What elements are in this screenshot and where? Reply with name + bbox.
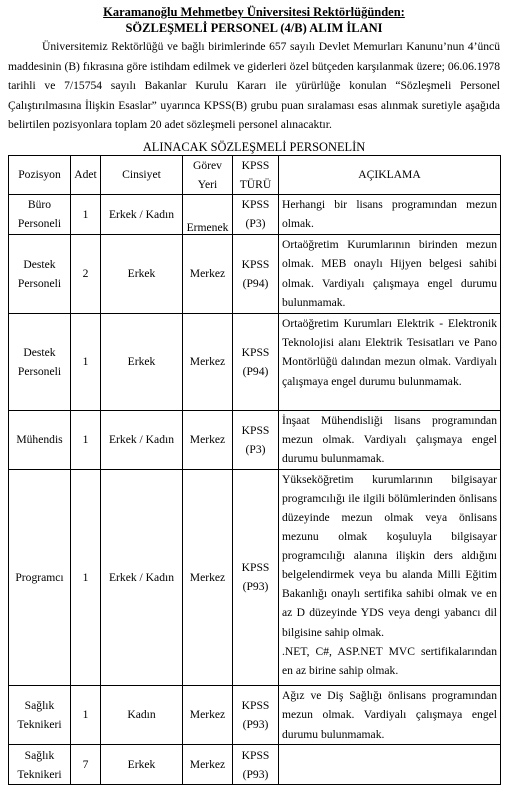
cell-gorev-yeri: Merkez bbox=[183, 410, 233, 469]
kpss-line2: (P94) bbox=[242, 276, 269, 290]
header-cinsiyet: Cinsiyet bbox=[101, 155, 183, 194]
cell-aciklama bbox=[279, 469, 501, 685]
cell-kpss bbox=[233, 234, 279, 313]
cell-kpss bbox=[233, 313, 279, 410]
cell-kpss bbox=[233, 410, 279, 469]
announcement-title: SÖZLEŞMELİ PERSONEL (4/B) ALIM İLANI bbox=[125, 21, 383, 35]
cell-kpss bbox=[233, 469, 279, 685]
kpss-line2: (P3) bbox=[245, 442, 266, 456]
cell-cinsiyet: Kadın bbox=[101, 685, 183, 744]
cell-pozisyon bbox=[9, 194, 71, 234]
cell-cinsiyet: Erkek / Kadın bbox=[101, 194, 183, 234]
cell-aciklama: Ortaöğretim Kurumlarının birinden mezun olmak. MEB onaylı Hijyen belgesi sahibi olmak. Vardiyalı çalışmaya engel durumu bulunmamak. bbox=[279, 234, 501, 313]
pozisyon-line2: Teknikeri bbox=[17, 767, 62, 781]
header-kpss-line2: TÜRÜ bbox=[239, 177, 272, 191]
cell-aciklama: Ağız ve Diş Sağlığı önlisans programından mezun olmak. Vardiyalı çalışmaya engel durumu bulunmamak. bbox=[279, 685, 501, 744]
header-adet: Adet bbox=[71, 155, 101, 194]
pozisyon-line2: Teknikeri bbox=[17, 717, 62, 731]
kpss-line2: (P3) bbox=[245, 217, 266, 231]
pozisyon-line1: Sağlık bbox=[24, 748, 55, 762]
pozisyon-line1: Mühendis bbox=[16, 433, 63, 447]
cell-adet: 1 bbox=[71, 410, 101, 469]
cell-aciklama: Ortaöğretim Kurumları Elektrik - Elektronik Teknolojisi alanı Elektrik Tesisatları ve Pano Montörlüğü dalından mezun olmak. Vardiyalı çalışmaya engel durumu bulunmamak. bbox=[279, 313, 501, 410]
table-row bbox=[9, 410, 501, 469]
table-row bbox=[9, 313, 501, 410]
cell-pozisyon bbox=[9, 745, 71, 785]
cell-gorev-yeri: Merkez bbox=[183, 685, 233, 744]
pozisyon-line2: Personeli bbox=[17, 364, 62, 378]
header-pozisyon: Pozisyon bbox=[9, 155, 71, 194]
cell-aciklama: İnşaat Mühendisliği lisans programından mezun olmak. Vardiyalı çalışmaya engel durumu bulunmamak. bbox=[279, 410, 501, 469]
header-aciklama: AÇIKLAMA bbox=[279, 155, 501, 194]
positions-table bbox=[8, 155, 501, 785]
cell-cinsiyet: Erkek bbox=[101, 234, 183, 313]
cell-adet: 1 bbox=[71, 313, 101, 410]
header-gorev-yeri bbox=[183, 155, 233, 194]
table-caption: ALINACAK SÖZLEŞMELİ PERSONELİN bbox=[142, 139, 366, 154]
cell-cinsiyet: Erkek bbox=[101, 745, 183, 785]
pozisyon-line1: Büro bbox=[27, 198, 52, 212]
cell-adet: 2 bbox=[71, 234, 101, 313]
cell-kpss bbox=[233, 745, 279, 785]
cell-adet: 1 bbox=[71, 685, 101, 744]
header-gorev-yeri-line1: Görev bbox=[193, 158, 222, 172]
table-row bbox=[9, 685, 501, 744]
cell-kpss bbox=[233, 685, 279, 744]
table-row bbox=[9, 469, 501, 685]
pozisyon-line2: Personeli bbox=[17, 276, 62, 290]
cell-pozisyon bbox=[9, 685, 71, 744]
cell-gorev-yeri: Ermenek bbox=[183, 194, 233, 234]
kpss-line1: KPSS bbox=[241, 561, 270, 575]
cell-cinsiyet: Erkek / Kadın bbox=[101, 469, 183, 685]
pozisyon-line2: Personeli bbox=[17, 217, 62, 231]
cell-adet: 1 bbox=[71, 469, 101, 685]
pozisyon-line1: Destek bbox=[23, 345, 56, 359]
kpss-line1: KPSS bbox=[241, 423, 270, 437]
kpss-line2: (P94) bbox=[242, 364, 269, 378]
kpss-line2: (P93) bbox=[242, 717, 269, 731]
cell-gorev-yeri: Merkez bbox=[183, 234, 233, 313]
kpss-line1: KPSS bbox=[241, 198, 270, 212]
kpss-line2: (P93) bbox=[242, 580, 269, 594]
pozisyon-line1: Sağlık bbox=[24, 698, 55, 712]
kpss-line1: KPSS bbox=[241, 257, 270, 271]
cell-kpss bbox=[233, 194, 279, 234]
institution-heading: Karamanoğlu Mehmetbey Üniversitesi Rektörlüğünden: bbox=[103, 5, 405, 19]
aciklama-main: Yükseköğretim kurumlarının bilgisayar programcılığı ile ilgili bölümlerinden önlisans düzeyinde mezun olmak veya önlisans mezunu olmak koşuluyla bilgisayar programcılığı alanına ilişkin ders aldığını belgelendirmek veya bu alanda Milli Eğitim Bakanlığı onaylı sertifika sahibi olmak ve en az D düzeyinde YDS veya dengi yabancı dil bilgisine sahip olmak. bbox=[282, 472, 497, 639]
cell-pozisyon bbox=[9, 410, 71, 469]
cell-pozisyon bbox=[9, 469, 71, 685]
table-row bbox=[9, 234, 501, 313]
pozisyon-line1: Destek bbox=[23, 257, 56, 271]
header-gorev-yeri-line2: Yeri bbox=[197, 177, 218, 191]
aciklama-certificates: .NET, C#, ASP.NET MVC sertifikalarından en az birine sahip olmak. bbox=[282, 644, 497, 677]
cell-pozisyon bbox=[9, 234, 71, 313]
cell-cinsiyet: Erkek / Kadın bbox=[101, 410, 183, 469]
kpss-line1: KPSS bbox=[241, 345, 270, 359]
cell-gorev-yeri: Merkez bbox=[183, 469, 233, 685]
intro-paragraph: Üniversitemiz Rektörlüğü ve bağlı birimlerinde 657 sayılı Devlet Memurları Kanunu’nun 4’üncü maddesinin (B) fıkrasına göre istihdam edilmek ve giderleri özel bütçeden karşılanmak üzere; 06.06.1978 tarihli ve 7/15754 sayılı Bakanlar Kurulu Kararı ile yürürlüğe konulan “Sözleşmeli Personel Çalıştırılmasına İlişkin Esaslar” uyarınca KPSS(B) grubu puan sıralaması esas alınmak suretiyle aşağıda belirtilen pozisyonlara toplam 20 adet sözleşmeli personel alınacaktır. bbox=[8, 40, 500, 132]
cell-adet: 1 bbox=[71, 194, 101, 234]
kpss-line2: (P93) bbox=[242, 767, 269, 781]
header-kpss bbox=[233, 155, 279, 194]
cell-aciklama: Herhangi bir lisans programından mezun olmak. bbox=[279, 194, 501, 234]
table-header-row bbox=[9, 155, 501, 194]
table-row bbox=[9, 745, 501, 785]
cell-gorev-yeri: Merkez bbox=[183, 745, 233, 785]
cell-adet: 7 bbox=[71, 745, 101, 785]
table-row bbox=[9, 194, 501, 234]
kpss-line1: KPSS bbox=[241, 748, 270, 762]
cell-aciklama bbox=[279, 745, 501, 785]
header-kpss-line1: KPSS bbox=[241, 158, 270, 172]
cell-gorev-yeri: Merkez bbox=[183, 313, 233, 410]
cell-pozisyon bbox=[9, 313, 71, 410]
kpss-line1: KPSS bbox=[241, 698, 270, 712]
pozisyon-line1: Programcı bbox=[15, 570, 64, 584]
cell-cinsiyet: Erkek bbox=[101, 313, 183, 410]
